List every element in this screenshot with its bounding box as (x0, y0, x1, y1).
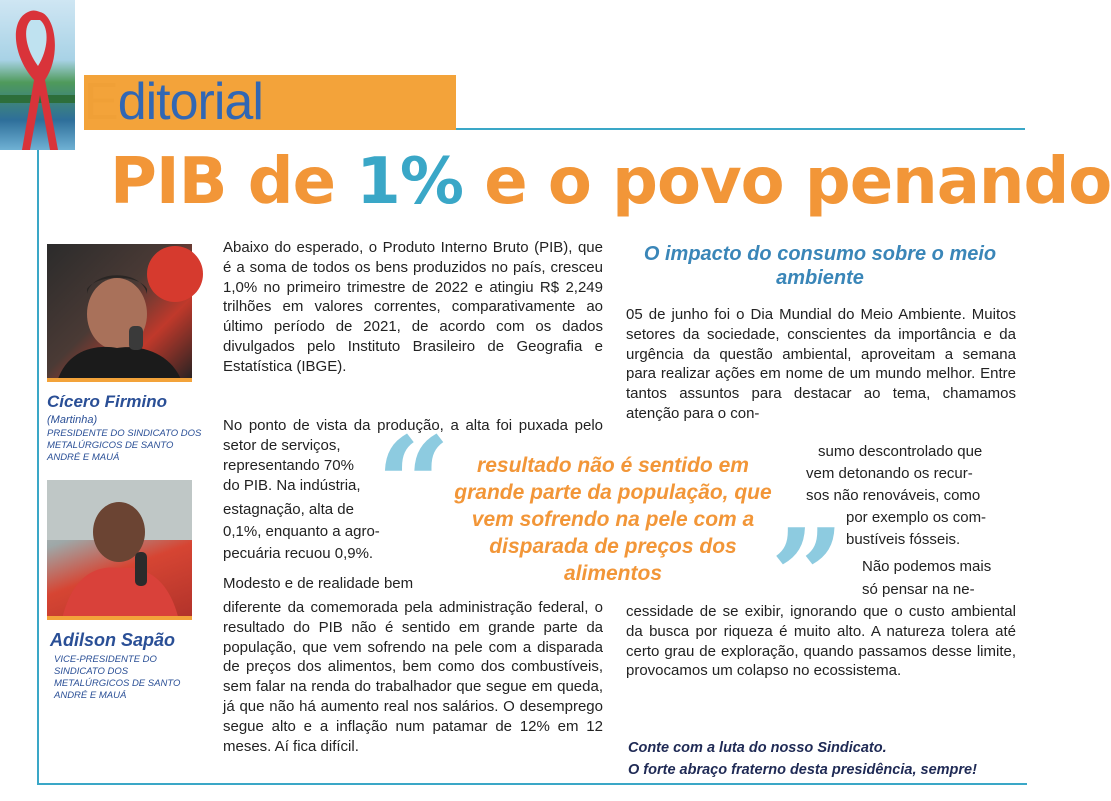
text-line: sumo descontrolado que (818, 443, 983, 460)
closing-line-1: Conte com a luta do nosso Sindicato. (628, 740, 887, 756)
paragraph-necessity: cessidade de se exibir, ignorando que o custo ambiental da busca por riqueza é muito alto. A natureza tolera até certo grau de exploração, quando passamos desse limite, provocamos um colapso no ecossistema. (626, 603, 1016, 680)
close-quote-icon: ” (770, 500, 845, 653)
open-quote-icon: “ (376, 408, 451, 561)
left-border-line (37, 130, 39, 785)
headline-part1: PIB de (110, 145, 357, 219)
text-line: do PIB. Na indústria, (223, 477, 361, 494)
author-name-adilson: Adilson Sapão (50, 630, 176, 650)
closing-line-2: O forte abraço fraterno desta presidência, sempre! (628, 762, 977, 778)
author-name-cicero: Cícero Firmino (47, 392, 167, 411)
text-line: Modesto e de realidade bem (223, 575, 414, 592)
headline (110, 145, 1111, 219)
section-title-initial: E (84, 73, 118, 131)
author-nickname-cicero: (Martinha) (47, 414, 98, 426)
text-line: 0,1%, enquanto a agro- (223, 523, 380, 540)
corner-ribbon-photo (0, 0, 75, 150)
text-line: pecuária recuou 0,9%. (223, 545, 374, 562)
paragraph-production: No ponto de vista da produção, a alta foi puxada pelo setor de serviços, (223, 417, 603, 454)
ribbon-icon (0, 0, 75, 150)
paragraph-reality: diferente da comemorada pela administração federal, o resultado do PIB não é sentido em grande parte da população, que vem sofrendo na pele com a disparada de preços dos alimentos, bem como dos combustíveis, sem falar na renda do trabalhador que segue em queda, já que não há aumento real nos salários. O desemprego segue alto e a inflação num patamar de 12% em 12 meses. Aí fica difícil. (223, 599, 603, 755)
headline-part2: e o povo penando (462, 145, 1111, 219)
subheading: O impacto do consumo sobre o meio ambiente (643, 243, 997, 289)
text-line: representando 70% (223, 457, 354, 474)
text-line: vem detonando os recur- (806, 465, 973, 482)
section-title-rest: ditorial (117, 73, 263, 131)
section-title (84, 72, 263, 132)
bottom-border-line (37, 783, 1027, 785)
author-role-adilson: VICE-PRESIDENTE DO SINDICATO DOS METALÚRGICOS DE SANTO ANDRÉ E MAUÁ (54, 654, 181, 701)
photo-accent-bar (47, 616, 192, 620)
text-line: Não podemos mais (862, 558, 992, 575)
top-border-line (455, 128, 1025, 130)
pull-quote: resultado não é sentido em grande parte da população, que vem sofrendo na pele com a disparada de preços dos alimentos (454, 454, 772, 585)
headline-highlight: 1% (356, 145, 463, 219)
closing-remarks (628, 737, 1023, 781)
text-line: bustíveis fósseis. (846, 531, 961, 548)
text-line: sos não renováveis, como (806, 487, 981, 504)
author-role-cicero: PRESIDENTE DO SINDICATO DOS METALÚRGICOS DE SANTO ANDRÉ E MAUÁ (47, 428, 202, 463)
photo-accent-bar (47, 378, 192, 382)
text-line: estagnação, alta de (223, 501, 354, 518)
author-photo-cicero (47, 244, 192, 382)
text-line: só pensar na ne- (862, 581, 975, 598)
text-line: por exemplo os com- (846, 509, 987, 526)
paragraph-intro: Abaixo do esperado, o Produto Interno Bruto (PIB), que é a soma de todos os bens produzidos no país, cresceu 1,0% no primeiro trimestre de 2022 e atingiu R$ 2,249 trilhões em valores correntes, comparativamente ao último período de 2021, de acordo com os dados divulgados pelo Instituto Brasileiro de Geografia e Estatística (IBGE). (223, 239, 603, 375)
paragraph-environment: 05 de junho foi o Dia Mundial do Meio Ambiente. Muitos setores da sociedade, conscientes da importância e da urgência da questão ambiental, aproveitam a semana para realizar ações em nome de um mundo melhor. Entre tantos assuntos para destacar ao tema, chamamos atenção para o con- (626, 306, 1016, 422)
author-photo-adilson (47, 480, 192, 620)
